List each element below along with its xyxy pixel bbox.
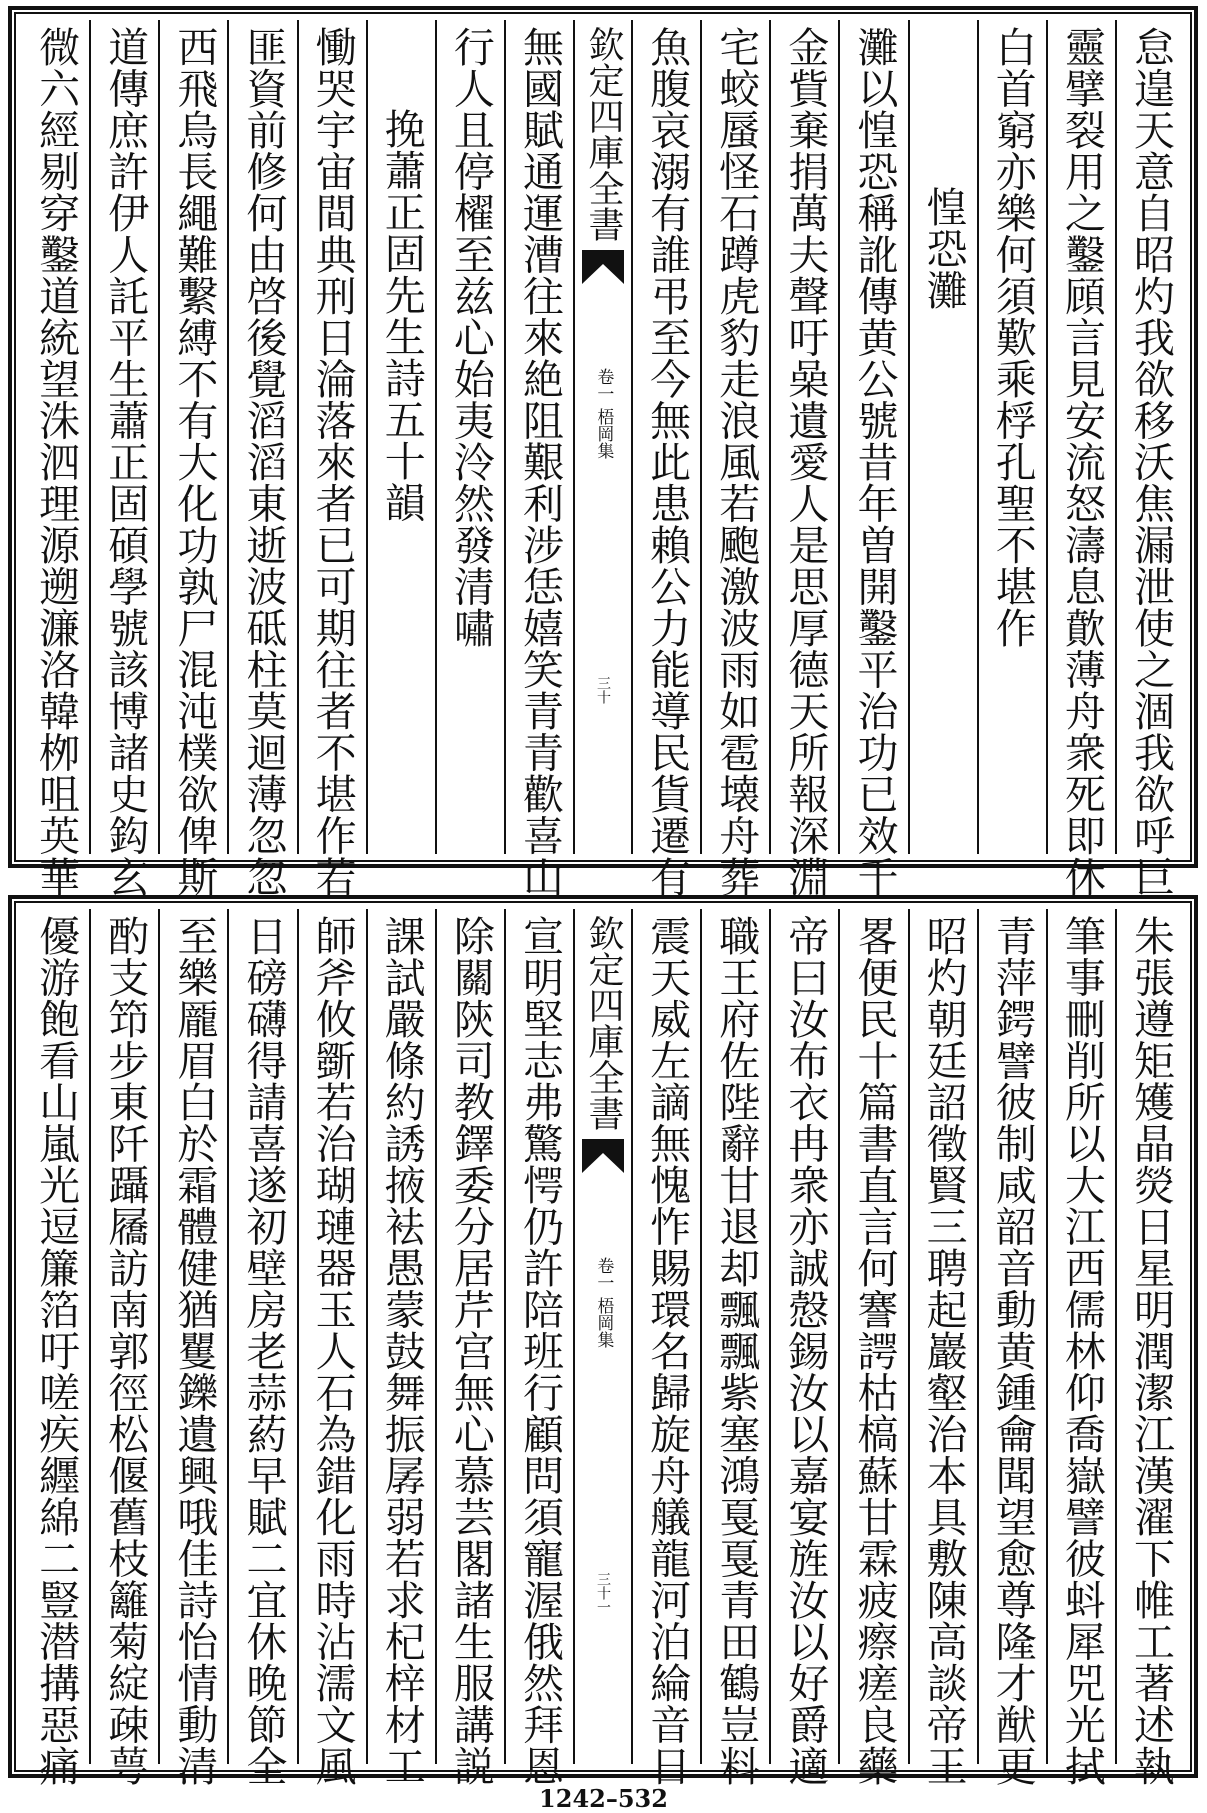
center-fold-column bbox=[573, 20, 631, 854]
column-text: 筆事刪削所以大江西儒林仰喬嶽譬彼蚪犀兕光拭 bbox=[1057, 915, 1106, 1787]
text-column bbox=[22, 20, 89, 898]
text-column bbox=[297, 909, 366, 1787]
column-text: 道傳庶許伊人託平生蕭正固碩學號該博諸史鈎玄 bbox=[101, 26, 150, 898]
column-text: 優游飽看山嵐光逗簾箔吁嗟疾纒綿二豎潜搆惡痛 bbox=[32, 915, 81, 1787]
text-column bbox=[1046, 909, 1115, 1787]
collection-name: 梧岡集 bbox=[593, 1297, 614, 1348]
text-column bbox=[977, 20, 1046, 854]
upper-page-panel bbox=[8, 6, 1198, 898]
collection-volume-label bbox=[594, 368, 613, 459]
column-text: 怠遑天意自昭灼我欲移沃焦漏泄使之涸我欲呼巨 bbox=[1126, 26, 1175, 898]
collection-name: 梧岡集 bbox=[593, 408, 614, 459]
column-text: 靈擘裂用之鑿頋言見安流怒濤息歕薄舟衆死即休 bbox=[1057, 26, 1106, 898]
text-column bbox=[297, 20, 366, 898]
column-text: 朱張遵矩矱晶熒日星明潤潔江漢濯下帷工著述執 bbox=[1126, 915, 1175, 1787]
text-column bbox=[504, 20, 573, 898]
text-column bbox=[504, 909, 573, 1787]
column-text: 匪資前修何由啓後覺滔滔東逝波砥柱莫迴薄忽忽 bbox=[239, 26, 288, 898]
column-text: 帝曰汝布衣冉衆亦誠慤錫汝以嘉宴旌汝以好爵適 bbox=[781, 915, 830, 1787]
volume-label: 卷一 bbox=[593, 1257, 614, 1291]
text-column bbox=[227, 909, 296, 1787]
text-column bbox=[700, 20, 769, 898]
text-column bbox=[158, 909, 227, 1787]
text-column bbox=[1115, 909, 1184, 1787]
column-text: 挽蕭正固先生詩五十韻 bbox=[377, 108, 426, 523]
text-column bbox=[700, 909, 769, 1787]
text-column bbox=[89, 909, 158, 1787]
text-column bbox=[631, 20, 700, 898]
column-text: 金貲棄捐萬夫聲吁喿遺愛人是思厚德天所報深淵 bbox=[781, 26, 830, 898]
text-column bbox=[158, 20, 227, 898]
fishtail-mark-icon bbox=[582, 250, 624, 288]
column-text: 震天威左謫無愧怍賜環名歸旋舟艤龍河泊綸音日 bbox=[643, 915, 692, 1787]
column-text: 行人且停櫂至兹心始夷泠然發清嘯 bbox=[446, 26, 495, 649]
lower-text-columns bbox=[22, 909, 1184, 1787]
upper-text-columns bbox=[22, 20, 1184, 898]
column-text: 西飛烏長繩難繫縛不有大化功孰尸混沌樸欲俾斯 bbox=[170, 26, 219, 898]
text-column bbox=[908, 20, 977, 854]
column-text: 酌支笻步東阡躡屩訪南郭徑松偃舊枝籬菊綻疎萼 bbox=[101, 915, 150, 1787]
column-text: 宣明堅志弗驚愕仍許陪班行顧問須寵渥俄然拜恩 bbox=[515, 915, 564, 1787]
lower-page-panel bbox=[8, 895, 1198, 1787]
text-column bbox=[227, 20, 296, 898]
text-column bbox=[631, 909, 700, 1787]
book-title: 欽定四庫全書 bbox=[583, 915, 624, 1131]
text-column bbox=[908, 909, 977, 1787]
book-title: 欽定四庫全書 bbox=[583, 26, 624, 242]
column-text: 除關陝司教鐸委分居芹宫無心慕芸閣諸生服講説 bbox=[446, 915, 495, 1787]
column-text: 魚腹哀溺有誰弔至今無此患賴公力能導民貨遷有 bbox=[643, 26, 692, 898]
center-fold-column bbox=[573, 909, 631, 1764]
text-column bbox=[838, 909, 907, 1787]
folio-page-number: 三十一 bbox=[595, 1572, 611, 1614]
text-column bbox=[89, 20, 158, 898]
text-column bbox=[22, 909, 89, 1787]
column-text: 日磅礴得請喜遂初壁房老蒜葯早賦二宜休晚節全 bbox=[239, 915, 288, 1787]
column-text: 至樂龎眉白於霜體健猶矍鑠遺興哦佳詩怡情動清 bbox=[170, 915, 219, 1787]
column-text: 昭灼朝廷詔徵賢三聘起巖壑治本具敷陳高談帝王 bbox=[919, 915, 968, 1787]
text-column bbox=[977, 909, 1046, 1787]
text-column bbox=[769, 20, 838, 898]
text-column bbox=[769, 909, 838, 1787]
text-column bbox=[1046, 20, 1115, 898]
volume-label: 卷一 bbox=[593, 368, 614, 402]
column-text: 灘以惶恐稱訛傳黄公號昔年曽開鑿平治功已效千 bbox=[850, 26, 899, 898]
text-column bbox=[366, 909, 435, 1787]
column-text: 慟哭宇宙間典刑日淪落來者已可期往者不堪作若 bbox=[308, 26, 357, 898]
column-text: 課試嚴條約誘掖袪愚蒙鼓舞振孱弱若求杞梓材工 bbox=[377, 915, 426, 1787]
text-column bbox=[435, 20, 504, 854]
fishtail-mark-icon bbox=[582, 1139, 624, 1177]
column-text: 白首窮亦樂何須歎乘桴孔聖不堪作 bbox=[988, 26, 1037, 649]
column-text: 師斧攸斵若治瑚璉器玉人石為錯化雨時沾濡文風 bbox=[308, 915, 357, 1787]
text-column bbox=[1115, 20, 1184, 898]
page-footer-number: 1242–532 bbox=[539, 1784, 668, 1813]
text-column bbox=[366, 20, 435, 854]
column-text: 微六經剔穿鑿道統望洙泗理源遡濂洛韓栁咀英華 bbox=[32, 26, 81, 898]
folio-page-number: 三十 bbox=[595, 676, 611, 704]
column-text: 畧便民十篇書直言何謇諤枯槁蘇甘霖疲瘵瘥良藥 bbox=[850, 915, 899, 1787]
text-column bbox=[435, 909, 504, 1787]
text-column bbox=[838, 20, 907, 898]
column-text: 宅蛟蜃怪石蹲虎豹走浪風若颮激波雨如雹壊舟葬 bbox=[712, 26, 761, 898]
column-text: 青萍鍔譬彼制咸韶音動黄鍾龠聞望愈尊隆才猷更 bbox=[988, 915, 1037, 1787]
collection-volume-label bbox=[594, 1257, 613, 1348]
column-text: 職王府佐陛辭甘退却飄飄紫塞鴻戛戛青田鶴豈料 bbox=[712, 915, 761, 1787]
column-text: 無國賦通運漕往來絶阻艱利涉恁嬉笑青青歡喜山 bbox=[515, 26, 564, 898]
column-text: 惶恐灘 bbox=[919, 186, 968, 311]
